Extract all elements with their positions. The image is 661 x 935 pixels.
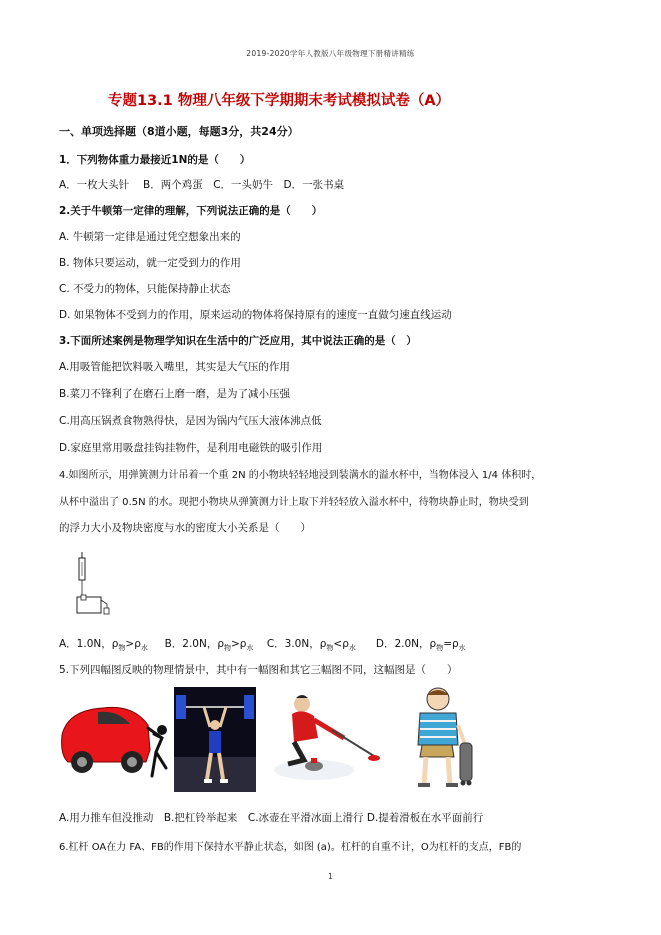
q4-line-1: 4.如图所示，用弹簧测力计吊着一个重 2N 的小物块轻轻地浸到装满水的溢水杯中，当物体浸入 1/4 体积时， (59, 470, 542, 481)
q2-option-c: C. 不受力的物体，只能保持静止状态 (59, 283, 231, 295)
q5-captions: A.用力推车但没推动 B.把杠铃举起来 C.冰壶在平滑冰面上滑行 D.提着滑板在水平面前行 (59, 812, 484, 824)
q4-line-2: 从杯中溢出了 0.5N 的水。现把小物块从弹簧测力计上取下并轻轻放入溢水杯中，待物块静止时，物块受到 (59, 497, 529, 508)
q1-options: A．一枚大头针 B．两个鸡蛋 C．一头奶牛 D．一张书桌 (59, 179, 345, 191)
q2-stem: 2.关于牛顿第一定律的理解，下列说法正确的是（ ） (59, 205, 323, 217)
page-header: 2019-2020学年人教版八年级物理下册精讲精练 (246, 49, 415, 58)
page-number: 1 (328, 872, 333, 881)
q4-line-3: 的浮力大小及物块密度与水的密度大小关系是（ ） (59, 522, 311, 534)
q2-option-b: B. 物体只要运动，就一定受到力的作用 (59, 257, 241, 269)
q5-stem: 5.下列四幅图反映的物理情景中，其中有一幅图和其它三幅图不同，这幅图是（ ） (59, 664, 458, 676)
q6-stem: 6.杠杆 OA在力 FA、FB的作用下保持水平静止状态，如图 (a)。杠杆的自重不计，O为杠杆的支点，FB的 (59, 842, 522, 853)
q2-option-a: A. 牛顿第一定律是通过凭空想象出来的 (59, 231, 241, 243)
q3-option-a: A.用吸管能把饮料吸入嘴里，其实是大气压的作用 (59, 361, 290, 373)
q4-option-d: D．2.0N，$\rho_物=\rho_水$ (375, 638, 466, 653)
q4-options (59, 636, 466, 653)
q3-option-c: C.用高压锅煮食物熟得快，是因为锅内气压大液体沸点低 (59, 415, 322, 427)
q1-stem: 1．下列物体重力最接近1N的是（ ） (59, 154, 251, 166)
exam-title: 专题13.1 物理八年级下学期期末考试模拟试卷（A） (108, 93, 451, 109)
q4-option-c: C．3.0N，$\rho_物<\rho_水$ (266, 638, 356, 653)
q3-option-d: D.家庭里常用吸盘挂钩挂物件，是利用电磁铁的吸引作用 (59, 442, 323, 454)
curling-image (274, 690, 384, 790)
q3-stem: 3.下面所述案例是物理学知识在生活中的广泛应用，其中说法正确的是（ ） (59, 335, 417, 347)
boy-with-skateboard-image (400, 685, 480, 793)
q4-option-a: A．1.0N，$\rho_物>\rho_水$ (59, 638, 148, 653)
section-heading: 一、单项选择题（8道小题，每题3分，共24分） (59, 125, 299, 138)
spring-scale-figure (72, 552, 112, 622)
q4-option-b: B．2.0N，$\rho_物>\rho_水$ (164, 638, 254, 653)
q2-option-d: D. 如果物体不受到力的作用，原来运动的物体将保持原有的速度一直做匀速直线运动 (59, 309, 452, 321)
pushing-car-image (58, 690, 170, 790)
weightlifting-image (174, 687, 256, 792)
q3-option-b: B.菜刀不锋利了在磨石上磨一磨，是为了减小压强 (59, 388, 291, 400)
